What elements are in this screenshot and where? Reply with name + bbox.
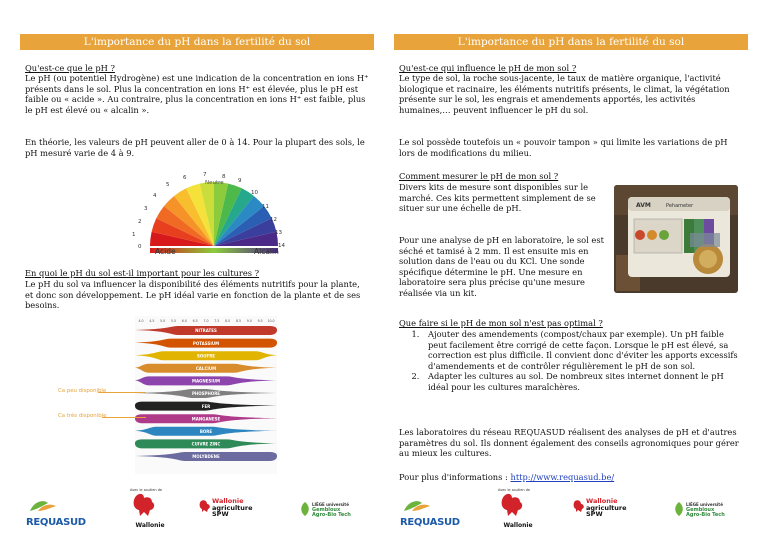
gauge-num-14: 14 — [278, 243, 285, 249]
ph-meter-image — [614, 185, 738, 293]
gauge-neutral-label: Neutre — [205, 180, 224, 186]
nutrient-chart-tick: 6.0 — [181, 319, 187, 323]
left-page — [20, 0, 374, 543]
spw-rooster-icon — [199, 499, 211, 513]
gauge-num-11: 11 — [262, 204, 269, 210]
q4-body: Divers kits de mesure sont disponibles sur le marché. Ces kits permettent simplement de se situer sur une échelle de pH. — [399, 182, 596, 214]
liege-line3: Agro-Bio Tech — [312, 512, 351, 519]
ph-meter-photo — [614, 185, 738, 293]
nutrient-band-label: MANGANESE — [191, 416, 221, 422]
photo-label: Pehameter — [666, 203, 694, 209]
liege-leaf-icon — [300, 502, 310, 516]
requasud-logo-right — [400, 498, 460, 528]
nutrient-chart-tick: 4.0 — [138, 319, 144, 323]
q4-body2: Pour une analyse de pH en laboratoire, le sol est séché et tamisé à 2 mm. Il est ensuite mis en solution dans de l'eau ou du KCl. Une sonde spécifique détermine le pH. Une mesure en laboratoire sera plus précise qu'une mesure réalisée via un kit. — [399, 235, 604, 298]
wallonie-wordmark: Wallonie — [135, 522, 165, 529]
nutrient-band-label: CUIVRE ZINC — [191, 441, 221, 447]
q5-heading: Que faire si le pH de mon sol n'est pas optimal ? — [399, 318, 603, 328]
q5-list — [408, 329, 743, 393]
nutrient-band-label: FER — [201, 403, 211, 409]
nutrient-chart-tick: 5.5 — [170, 319, 177, 323]
nutrient-chart-tick: 9.5 — [257, 319, 263, 323]
nutrient-chart-tick: 6.5 — [192, 319, 198, 323]
wallonie-logo — [130, 488, 170, 529]
left-banner: L'importance du pH dans la fertilité du sol — [20, 34, 374, 50]
spw-line2-right: agriculture — [586, 503, 627, 512]
q1-body: Le pH (ou potentiel Hydrogène) est une indication de la concentration en ions H⁺ présents dans le sol. Plus la concentration en ions H⁺ est élevée, plus le pH est faible ou « acide ». Au contraire, plus la concentration en ions H⁺ est faible, plus le pH est élevé ou « alcalin ». — [25, 73, 369, 115]
left-logo-row — [20, 488, 374, 532]
right-logo-row — [394, 488, 748, 532]
photo-brand: AVM — [636, 202, 651, 209]
gauge-num-2: 2 — [138, 219, 142, 225]
requasud-wordmark-right: REQUASUD — [400, 517, 460, 528]
requasud-logo — [26, 498, 86, 528]
nutrient-band-label: MOLYBDENE — [192, 454, 220, 460]
wallonie-support-text-right: Avec le soutien de — [498, 488, 531, 492]
gauge-num-1: 1 — [132, 232, 136, 238]
q1-heading: Qu'est-ce que le pH ? — [25, 63, 115, 73]
right-page — [394, 0, 748, 543]
nutrient-band-label: MAGNESIUM — [191, 378, 221, 384]
liege-line2: Gembloux — [312, 506, 341, 513]
gauge-num-6: 6 — [183, 175, 187, 181]
nutrient-chart-tick: 8.0 — [225, 319, 231, 323]
spw-line3-right: SPW — [586, 510, 603, 518]
spw-logo — [212, 498, 253, 518]
nutrient-band-label: NITRATES — [195, 328, 217, 334]
right-banner: L'importance du pH dans la fertilité du sol — [394, 34, 748, 50]
q2-heading: En quoi le pH du sol est-il important pour les cultures ? — [25, 268, 260, 278]
spw-line1-right: Wallonie — [586, 497, 618, 505]
nutrient-band-label: POTASSIUM — [192, 340, 220, 346]
nutrient-chart-tick: 9.0 — [246, 319, 252, 323]
gauge-num-8: 8 — [222, 174, 226, 180]
nutrient-chart-tick: 10.0 — [267, 319, 275, 323]
liege-logo-right — [686, 502, 725, 519]
nutrient-band-label: SOUFRE — [196, 353, 216, 359]
wallonie-wordmark-right: Wallonie — [503, 522, 533, 529]
liege-line3-right: Agro-Bio Tech — [686, 512, 725, 519]
legend-low: Ca peu disponible — [58, 388, 107, 394]
spw-line3: SPW — [212, 510, 229, 518]
spw-logo-right — [586, 498, 627, 518]
spw-rooster-icon-right — [573, 499, 585, 513]
gauge-num-0: 0 — [138, 244, 142, 250]
legend-very-low: Ca très disponible — [58, 413, 107, 419]
rooster-icon — [130, 492, 158, 518]
q1-body2: En théorie, les valeurs de pH peuvent aller de 0 à 14. Pour la plupart des sols, le pH mesuré varie de 4 à 9. — [25, 137, 365, 158]
liege-line1: LIÈGE université — [312, 502, 349, 507]
gauge-num-3: 3 — [144, 206, 148, 212]
q3-heading: Qu'est-ce qui influence le pH de mon sol ? — [399, 63, 577, 73]
nutrient-chart-tick: 7.0 — [203, 319, 209, 323]
ph-fan-graphic — [130, 160, 290, 260]
spw-line1: Wallonie — [212, 497, 244, 505]
liege-leaf-icon-right — [674, 502, 684, 516]
q2-body: Le pH du sol va influencer la disponibilité des éléments nutritifs pour la plante, et donc son développement. Le pH idéal varie en fonction de la plante et de ses besoins. — [25, 279, 361, 311]
q3-body2: Le sol possède toutefois un « pouvoir tampon » qui limite les variations de pH lors de modifications du milieu. — [399, 137, 728, 158]
gauge-num-5: 5 — [166, 182, 170, 188]
legend-line-very-low — [102, 417, 146, 418]
closing-text: Les laboratoires du réseau REQUASUD réalisent des analyses de pH et d'autres paramètres du sol. Ils donnent également des conseils agronomiques pour gérer au mieux les cultures. — [399, 427, 739, 459]
q4-heading: Comment mesurer le pH de mon sol ? — [399, 171, 559, 181]
nutrient-chart-tick: 4.5 — [149, 319, 155, 323]
nutrient-band-label: BORE — [199, 429, 213, 434]
gauge-num-4: 4 — [153, 193, 157, 199]
info-line — [399, 472, 743, 483]
gauge-acid-label: Acide — [155, 247, 176, 256]
requasud-wordmark: REQUASUD — [26, 517, 86, 528]
rooster-icon-right — [498, 492, 526, 518]
nutrient-chart-tick: 5.0 — [160, 319, 166, 323]
ph-gauge — [130, 160, 290, 260]
liege-line1-right: LIÈGE université — [686, 502, 723, 507]
nutrient-band-label: CALCIUM — [195, 366, 217, 371]
liege-line2-right: Gembloux — [686, 506, 715, 513]
q5-item-1: 1. Ajouter des amendements (compost/chaux par exemple). Un pH faible peut facilement être corrigé de cette façon. Lorsque le pH est élevé, sa correction est plus difficile. Il convient donc d'éviter les apports excessifs d'amendements et de contrôler régulièrement le pH de son sol. — [422, 329, 743, 371]
info-prefix: Pour plus d'informations : — [399, 472, 511, 482]
nutrient-chart-tick: 7.5 — [214, 319, 220, 323]
gauge-num-9: 9 — [238, 178, 242, 184]
q5-item-2: 2. Adapter les cultures au sol. De nombreux sites internet donnent le pH idéal pour les cultures maraîchères. — [422, 371, 743, 392]
gauge-num-12: 12 — [270, 217, 277, 223]
gauge-num-10: 10 — [251, 190, 258, 196]
nutrient-availability-chart — [135, 316, 277, 474]
gauge-alkaline-label: Alcalin — [254, 247, 279, 256]
nutrient-chart-tick: 8.5 — [235, 319, 242, 323]
spw-line2: agriculture — [212, 503, 253, 512]
gauge-num-13: 13 — [275, 230, 282, 236]
q3-body: Le type de sol, la roche sous-jacente, le taux de matière organique, l'activité biologique et racinaire, les éléments nutritifs présents, le climat, la végétation présente sur le sol, les engrais et amendements apportés, les activités humaines,… peuvent influencer le pH du sol. — [399, 73, 730, 115]
wallonie-support-text: Avec le soutien de — [130, 488, 163, 492]
requasud-link[interactable]: http://www.requasud.be/ — [510, 472, 615, 482]
nutrient-chart-svg — [135, 316, 277, 474]
wallonie-logo-right — [498, 488, 538, 529]
nutrient-band-label: PHOSPHORE — [191, 391, 221, 397]
gauge-num-7: 7 — [203, 172, 207, 178]
liege-logo — [312, 502, 351, 519]
requasud-leaf-icon-right — [400, 499, 434, 513]
requasud-leaf-icon — [26, 499, 60, 513]
